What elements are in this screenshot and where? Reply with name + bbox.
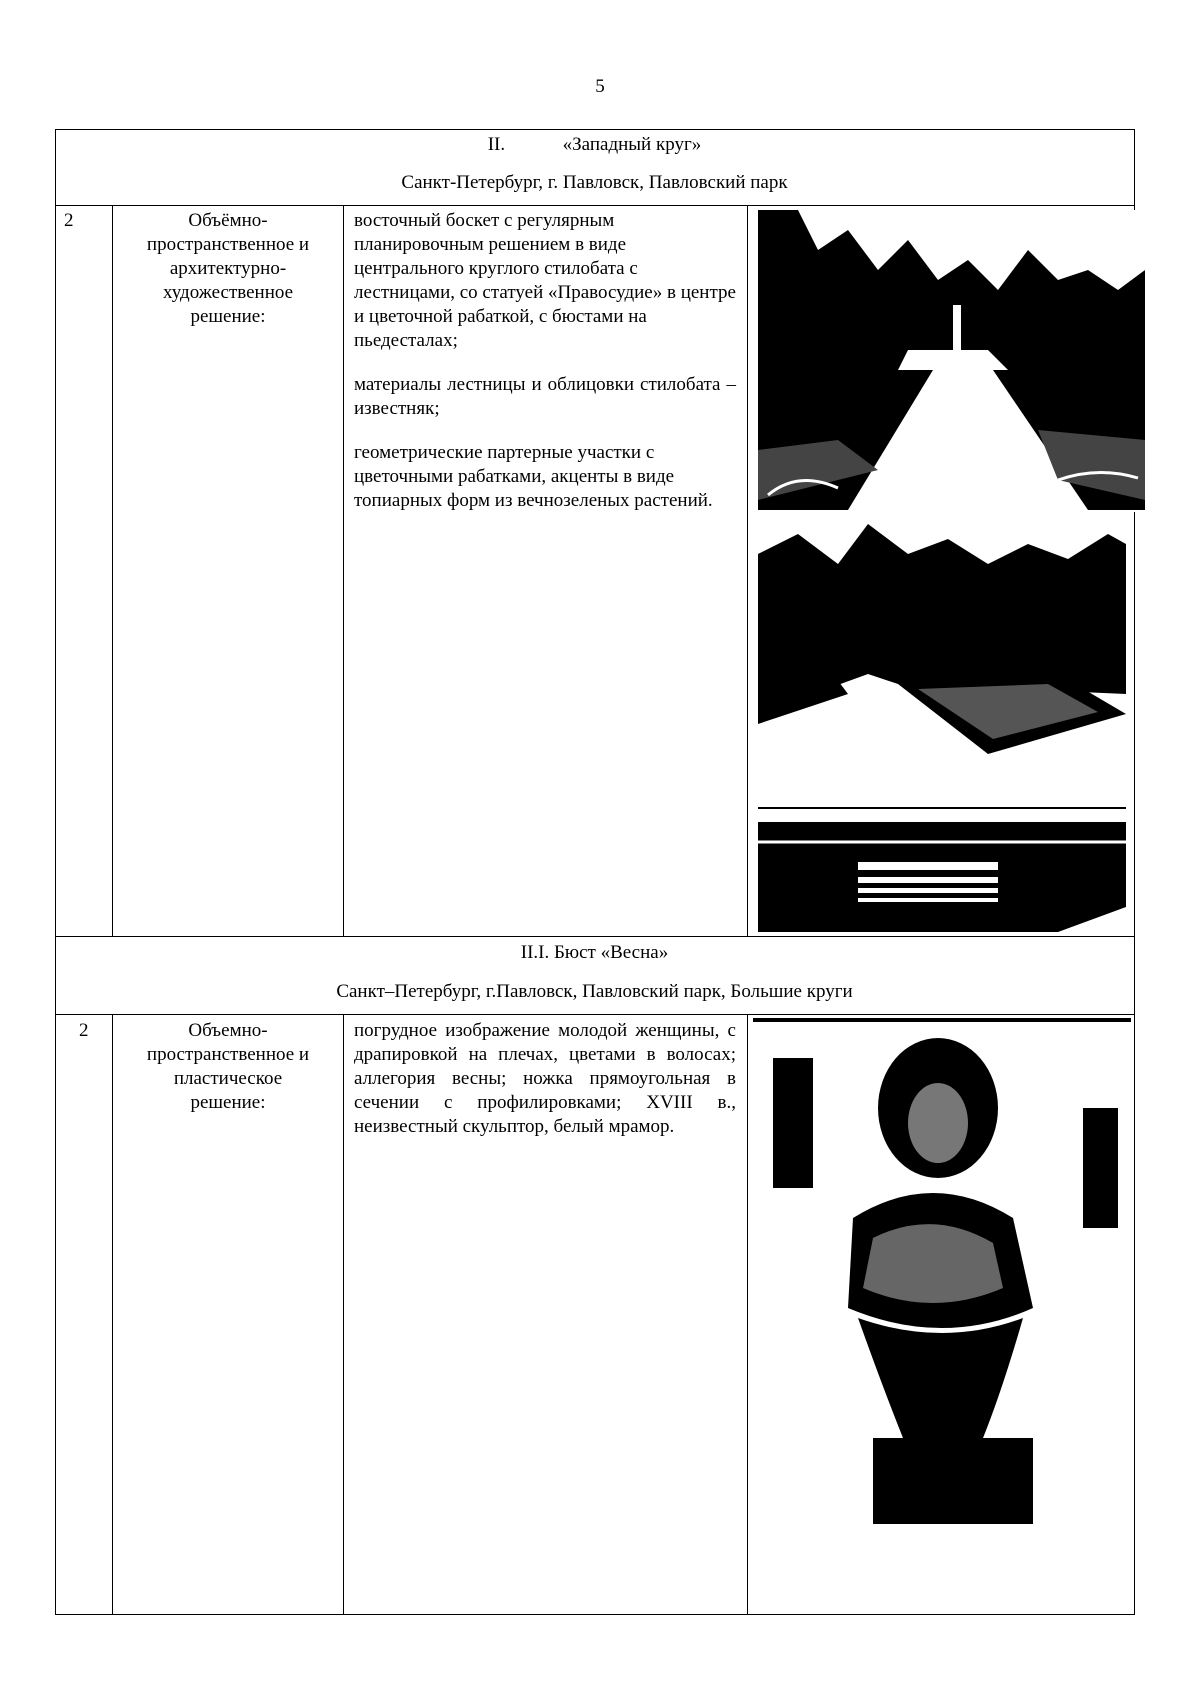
category-line: решение: (190, 1092, 266, 1113)
category-line: Объемно- (188, 1020, 268, 1041)
section2-title: II.I. Бюст «Весна» (520, 942, 669, 963)
divider (55, 1014, 1135, 1015)
description-paragraph: погрудное изображение молодой женщины, с драпировкой на плечах, цветами в волосах; аллегория весны; ножка прямоугольная в сечении с профилировками; XVIII в., неизвестный скульптор, белый мрамор. (354, 1020, 736, 1137)
column-divider (112, 205, 113, 936)
row-description (354, 1019, 736, 1159)
category-line: пластическое (173, 1068, 283, 1089)
row-number: 2 (79, 1020, 89, 1041)
divider (55, 205, 1135, 206)
category-line: Объёмно- (188, 210, 268, 231)
column-divider (343, 205, 344, 936)
bust-photo (753, 1018, 1131, 1524)
description-paragraph: геометрические партерные участки с цветочными рабатками, акценты в виде топиарных форм из вечнозеленых растений. (354, 442, 713, 511)
description-paragraph: материалы лестницы и облицовки стилобата – известняк; (354, 374, 736, 419)
category-line: архитектурно- (169, 258, 287, 279)
section1-title (55, 134, 1134, 156)
description-paragraph: восточный боскет с регулярным планировочным решением в виде центрального круглого стилобата с лестницами, со статуей «Правосудие» в центре и цветочной рабаткой, с бюстами на пьедесталах; (354, 210, 736, 351)
row-number: 2 (64, 210, 74, 231)
category-line: пространственное и (146, 234, 310, 255)
category-line: решение: (190, 306, 266, 327)
row-category (116, 1019, 340, 1115)
row-category (116, 209, 340, 329)
column-divider (747, 1014, 748, 1614)
section1-location: Санкт-Петербург, г. Павловск, Павловский парк (401, 172, 788, 193)
park-photo (758, 524, 1126, 810)
category-line: пространственное и (146, 1044, 310, 1065)
category-line: художественное (162, 282, 294, 303)
section2-location: Санкт–Петербург, г.Павловск, Павловский парк, Большие круги (336, 981, 853, 1002)
divider (55, 936, 1135, 937)
column-divider (343, 1014, 344, 1614)
row-description (354, 209, 736, 533)
column-divider (112, 1014, 113, 1614)
section1-title-name: «Западный круг» (562, 134, 702, 155)
park-photo (758, 822, 1126, 932)
section1-title-num: II. (487, 134, 506, 155)
page-number: 5 (595, 76, 605, 97)
park-photo (758, 210, 1145, 512)
column-divider (747, 205, 748, 936)
